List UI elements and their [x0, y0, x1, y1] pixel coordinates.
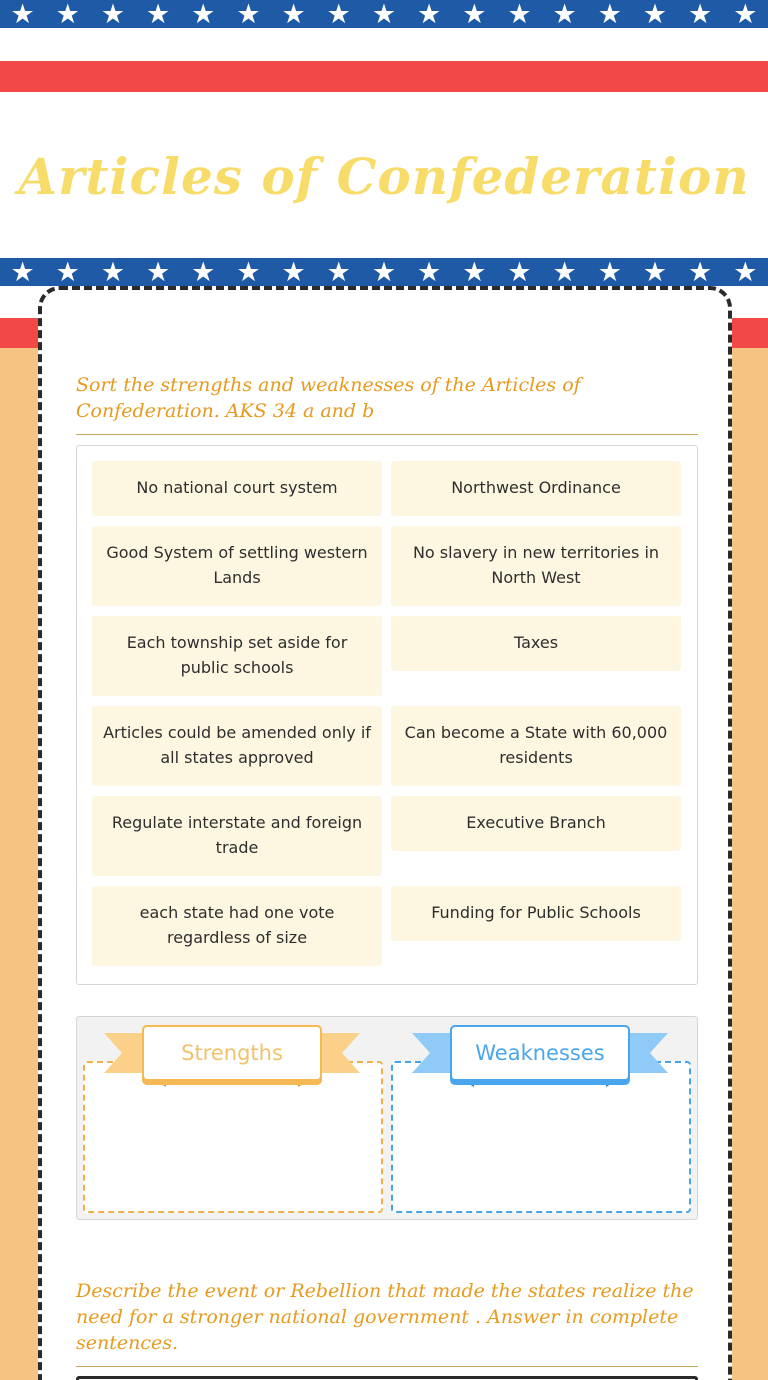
star-icon: ★ — [688, 0, 713, 28]
star-icon: ★ — [326, 0, 351, 28]
star-icon: ★ — [10, 258, 35, 286]
star-icon: ★ — [597, 0, 622, 28]
star-icon: ★ — [281, 258, 306, 286]
sort-categories-panel — [76, 1016, 698, 1220]
page-title: Articles of Confederation — [18, 146, 750, 206]
star-icon: ★ — [100, 0, 126, 28]
divider — [76, 434, 698, 435]
sortable-item[interactable]: Good System of settling western Lands — [92, 526, 382, 606]
sortable-item[interactable]: Northwest Ordinance — [391, 461, 681, 516]
star-icon: ★ — [145, 258, 171, 286]
sortable-item[interactable]: No national court system — [92, 461, 382, 516]
top-star-band — [0, 0, 768, 28]
star-icon: ★ — [55, 258, 80, 286]
weaknesses-label: Weaknesses — [450, 1025, 630, 1081]
question-2-instruction: Describe the event or Rebellion that made the states realize the need for a stronger national government . Answer in complete sentences. — [76, 1280, 694, 1354]
star-icon: ★ — [507, 258, 532, 286]
sortable-items-panel — [76, 445, 698, 985]
sortable-item[interactable]: Articles could be amended only if all states approved — [92, 706, 382, 786]
star-icon: ★ — [507, 0, 532, 28]
star-icon: ★ — [733, 0, 758, 28]
star-icon: ★ — [191, 0, 216, 28]
middle-star-band — [0, 258, 768, 286]
sortable-item[interactable]: No slavery in new territories in North West — [391, 526, 681, 606]
star-icon: ★ — [236, 0, 261, 28]
sortable-item[interactable]: Taxes — [391, 616, 681, 671]
sortable-item[interactable]: Can become a State with 60,000 residents — [391, 706, 681, 786]
star-icon: ★ — [552, 258, 577, 286]
star-icon: ★ — [191, 258, 216, 286]
star-icon: ★ — [417, 258, 442, 286]
star-icon: ★ — [326, 258, 351, 286]
star-icon: ★ — [733, 258, 758, 286]
weaknesses-ribbon — [412, 1025, 668, 1081]
star-icon: ★ — [642, 0, 668, 28]
star-icon: ★ — [10, 0, 35, 28]
star-icon: ★ — [145, 0, 171, 28]
red-stripe-top — [0, 61, 768, 92]
strengths-label: Strengths — [142, 1025, 322, 1081]
sortable-item[interactable]: Regulate interstate and foreign trade — [92, 796, 382, 876]
star-icon: ★ — [100, 258, 126, 286]
star-icon: ★ — [371, 0, 397, 28]
strengths-ribbon — [104, 1025, 360, 1081]
star-icon: ★ — [462, 258, 487, 286]
question-1-instruction: Sort the strengths and weaknesses of the Articles of Confederation. AKS 34 a and b — [76, 374, 581, 422]
star-icon: ★ — [371, 258, 397, 286]
star-icon: ★ — [55, 0, 80, 28]
star-icon: ★ — [688, 258, 713, 286]
star-icon: ★ — [552, 0, 577, 28]
divider — [76, 1366, 698, 1367]
star-icon: ★ — [597, 258, 622, 286]
sortable-item[interactable]: Each township set aside for public schools — [92, 616, 382, 696]
star-icon: ★ — [417, 0, 442, 28]
title-area — [0, 92, 768, 260]
worksheet-card — [38, 286, 732, 1380]
star-icon: ★ — [281, 0, 306, 28]
answer-textarea[interactable] — [76, 1376, 698, 1380]
sortable-item[interactable]: Executive Branch — [391, 796, 681, 851]
star-icon: ★ — [236, 258, 261, 286]
star-icon: ★ — [642, 258, 668, 286]
sortable-item[interactable]: each state had one vote regardless of size — [92, 886, 382, 966]
sortable-item[interactable]: Funding for Public Schools — [391, 886, 681, 941]
star-icon: ★ — [462, 0, 487, 28]
